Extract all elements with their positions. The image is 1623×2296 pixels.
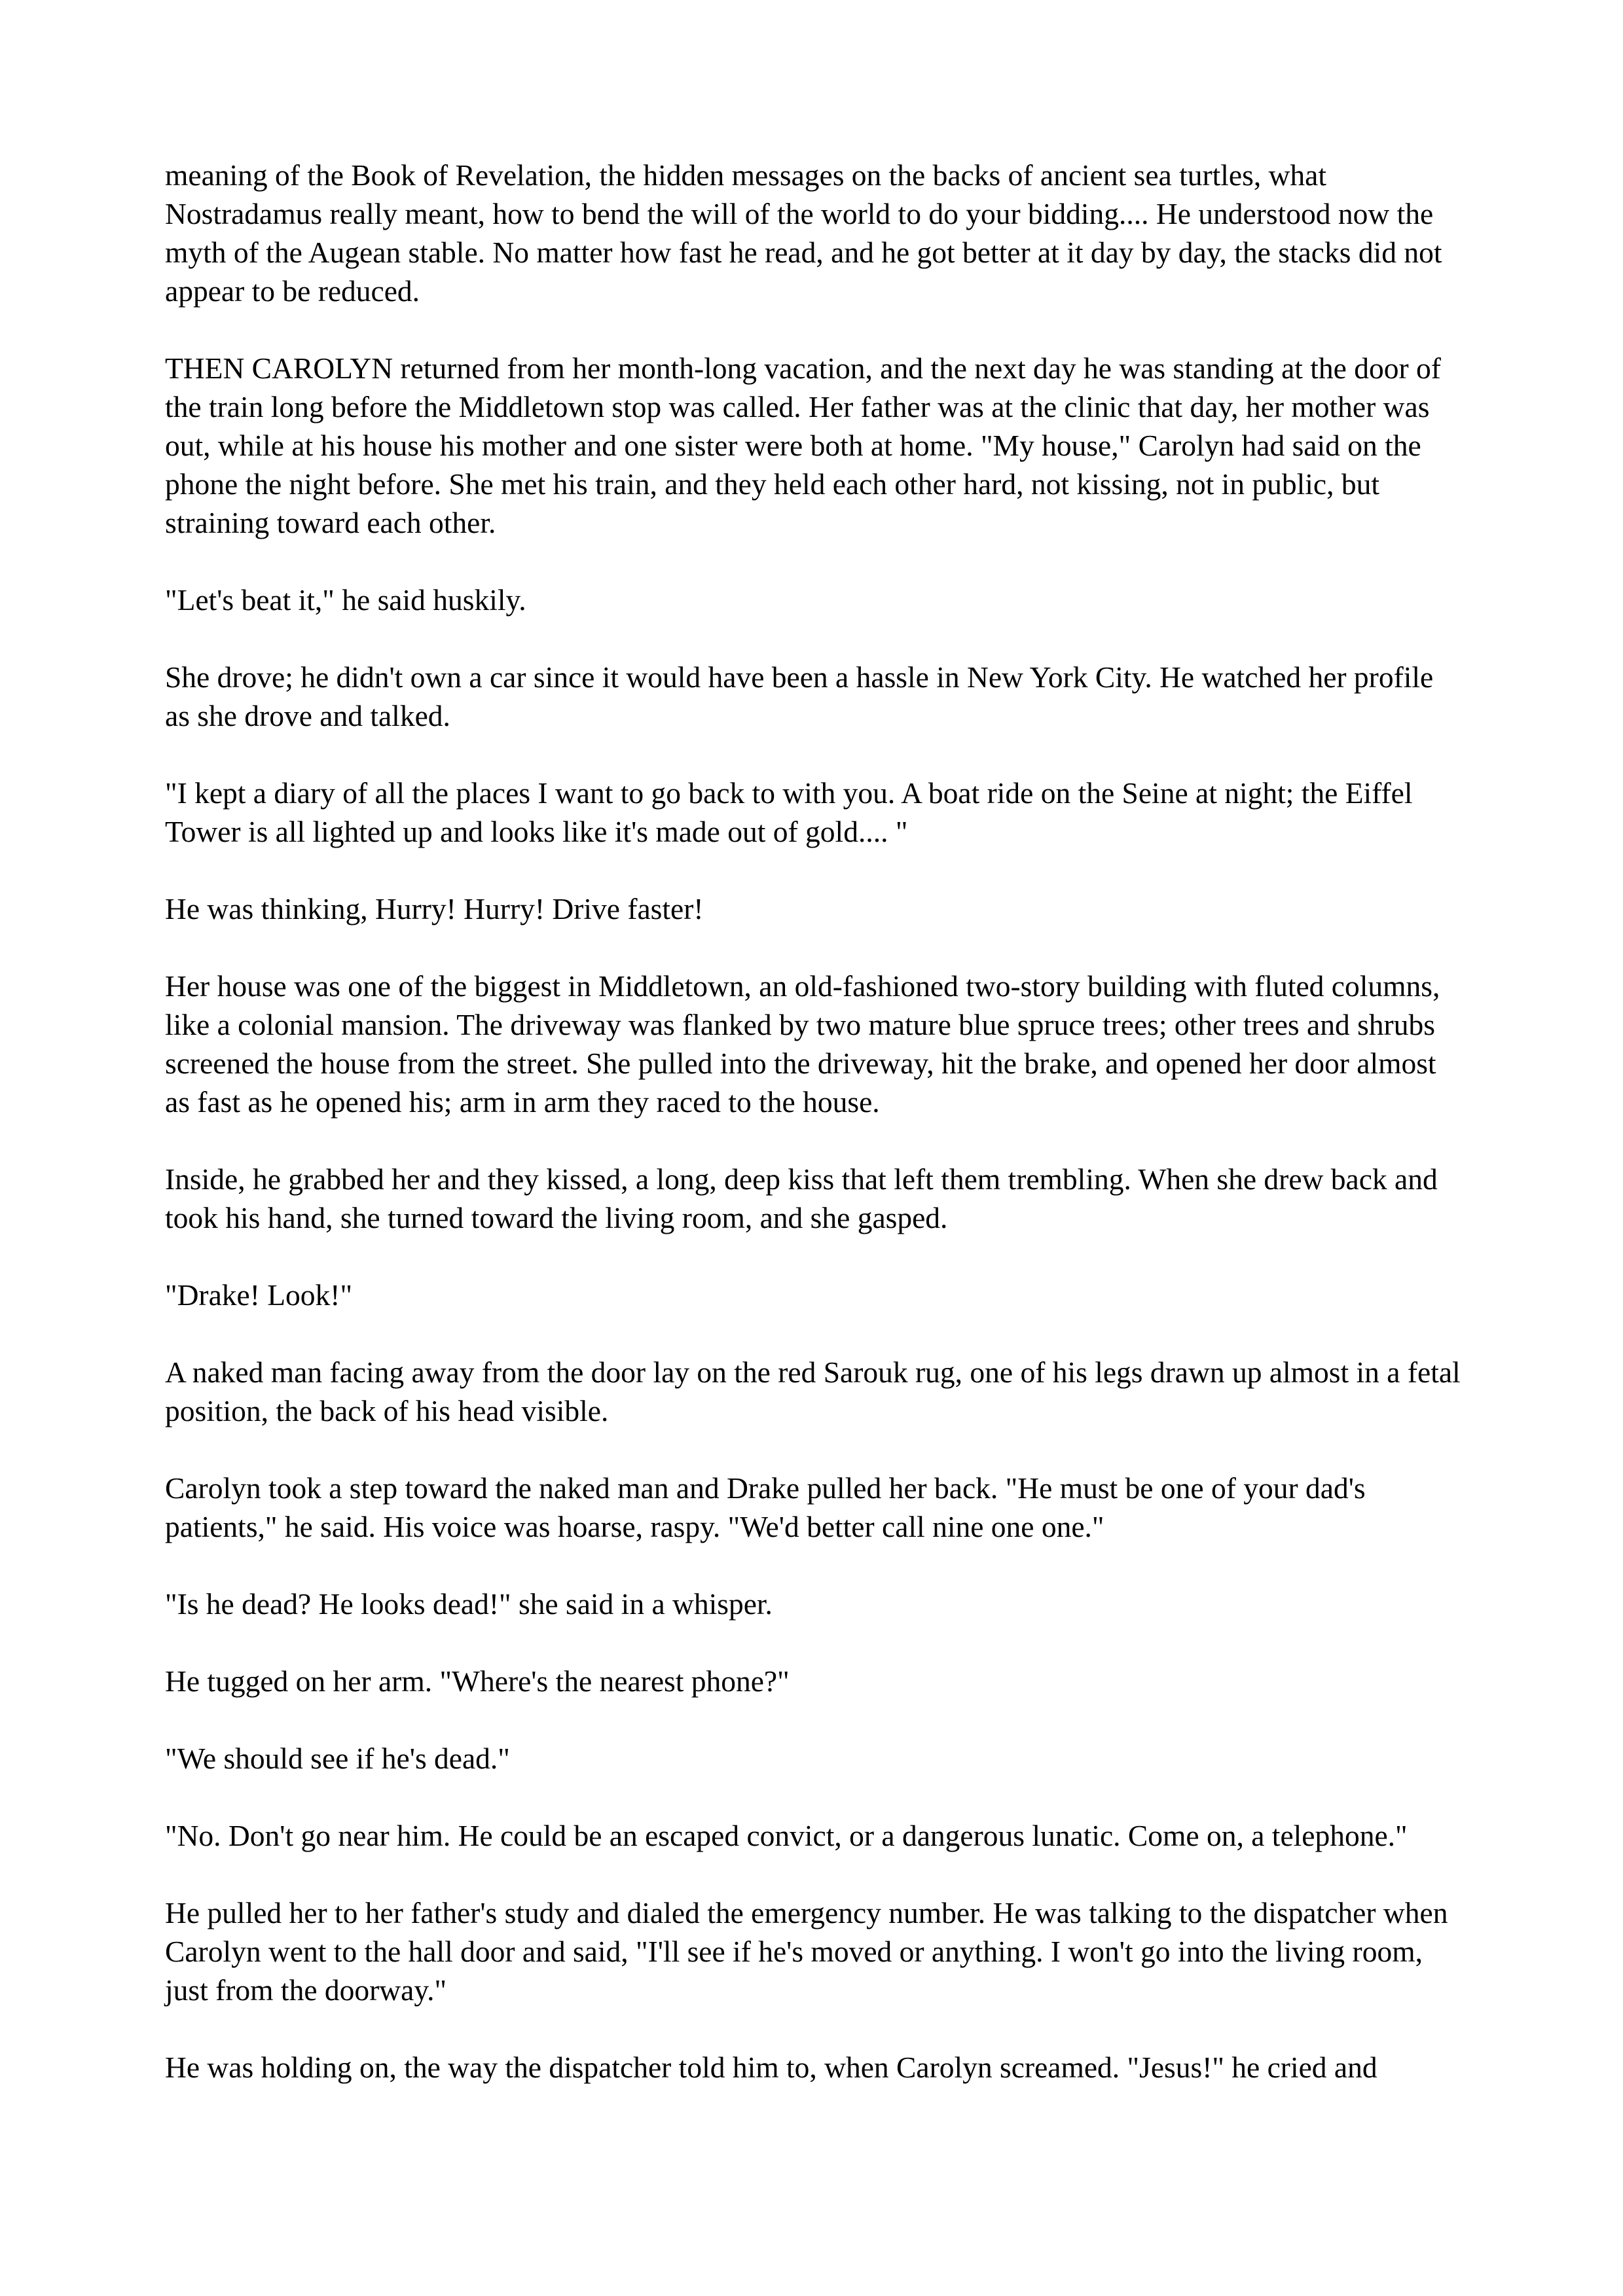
paragraph: "Is he dead? He looks dead!" she said in a whisper. [165, 1587, 773, 1621]
paragraph: "Let's beat it," he said huskily. [165, 583, 526, 617]
paragraph: "I kept a diary of all the places I want to go back to with you. A boat ride on the Seine at night; the Eiffel Tower is all lighted up and looks like it's made out of gold.... " [165, 776, 1413, 848]
paragraph: Her house was one of the biggest in Middletown, an old-fashioned two-story building with fluted columns, like a colonial mansion. The driveway was flanked by two mature blue spruce trees; other trees and shrubs screened the house from the street. She pulled into the driveway, hit the brake, and opened her door almost as fast as he opened his; arm in arm they raced to the house. [165, 969, 1440, 1119]
paragraph: He tugged on her arm. "Where's the nearest phone?" [165, 1664, 790, 1698]
paragraph: THEN CAROLYN returned from her month-long vacation, and the next day he was standing at the door of the train long before the Middletown stop was called. Her father was at the clinic that day, her mother was out, while at his house his mother and one sister were both at home. "My house," Carolyn had said on the phone the night before. She met his train, and they held each other hard, not kissing, not in public, but straining toward each other. [165, 351, 1441, 539]
paragraph: He was thinking, Hurry! Hurry! Drive faster! [165, 892, 704, 925]
paragraph: meaning of the Book of Revelation, the hidden messages on the backs of ancient sea turtles, what Nostradamus really meant, how to bend the will of the world to do your bidding.... He understood now the myth of the Augean stable. No matter how fast he read, and he got better at it day by day, the stacks did not appear to be reduced. [165, 158, 1442, 308]
paragraph: He pulled her to her father's study and dialed the emergency number. He was talking to the dispatcher when Carolyn went to the hall door and said, "I'll see if he's moved or anything. I won't go into the living room, just from the doorway." [165, 1896, 1448, 2007]
paragraph: A naked man facing away from the door lay on the red Sarouk rug, one of his legs drawn up almost in a fetal position, the back of his head visible. [165, 1355, 1461, 1427]
paragraph: "Drake! Look!" [165, 1278, 353, 1312]
body-text [165, 156, 1465, 2087]
paragraph: "No. Don't go near him. He could be an escaped convict, or a dangerous lunatic. Come on, a telephone." [165, 1819, 1408, 1852]
paragraph: She drove; he didn't own a car since it would have been a hassle in New York City. He watched her profile as she drove and talked. [165, 660, 1434, 732]
paragraph: Carolyn took a step toward the naked man and Drake pulled her back. "He must be one of your dad's patients," he said. His voice was hoarse, raspy. "We'd better call nine one one." [165, 1471, 1366, 1543]
paragraph: He was holding on, the way the dispatcher told him to, when Carolyn screamed. "Jesus!" he cried and [165, 2051, 1377, 2084]
paragraph: "We should see if he's dead." [165, 1742, 510, 1775]
paragraph: Inside, he grabbed her and they kissed, a long, deep kiss that left them trembling. When she drew back and took his hand, she turned toward the living room, and she gasped. [165, 1162, 1438, 1234]
